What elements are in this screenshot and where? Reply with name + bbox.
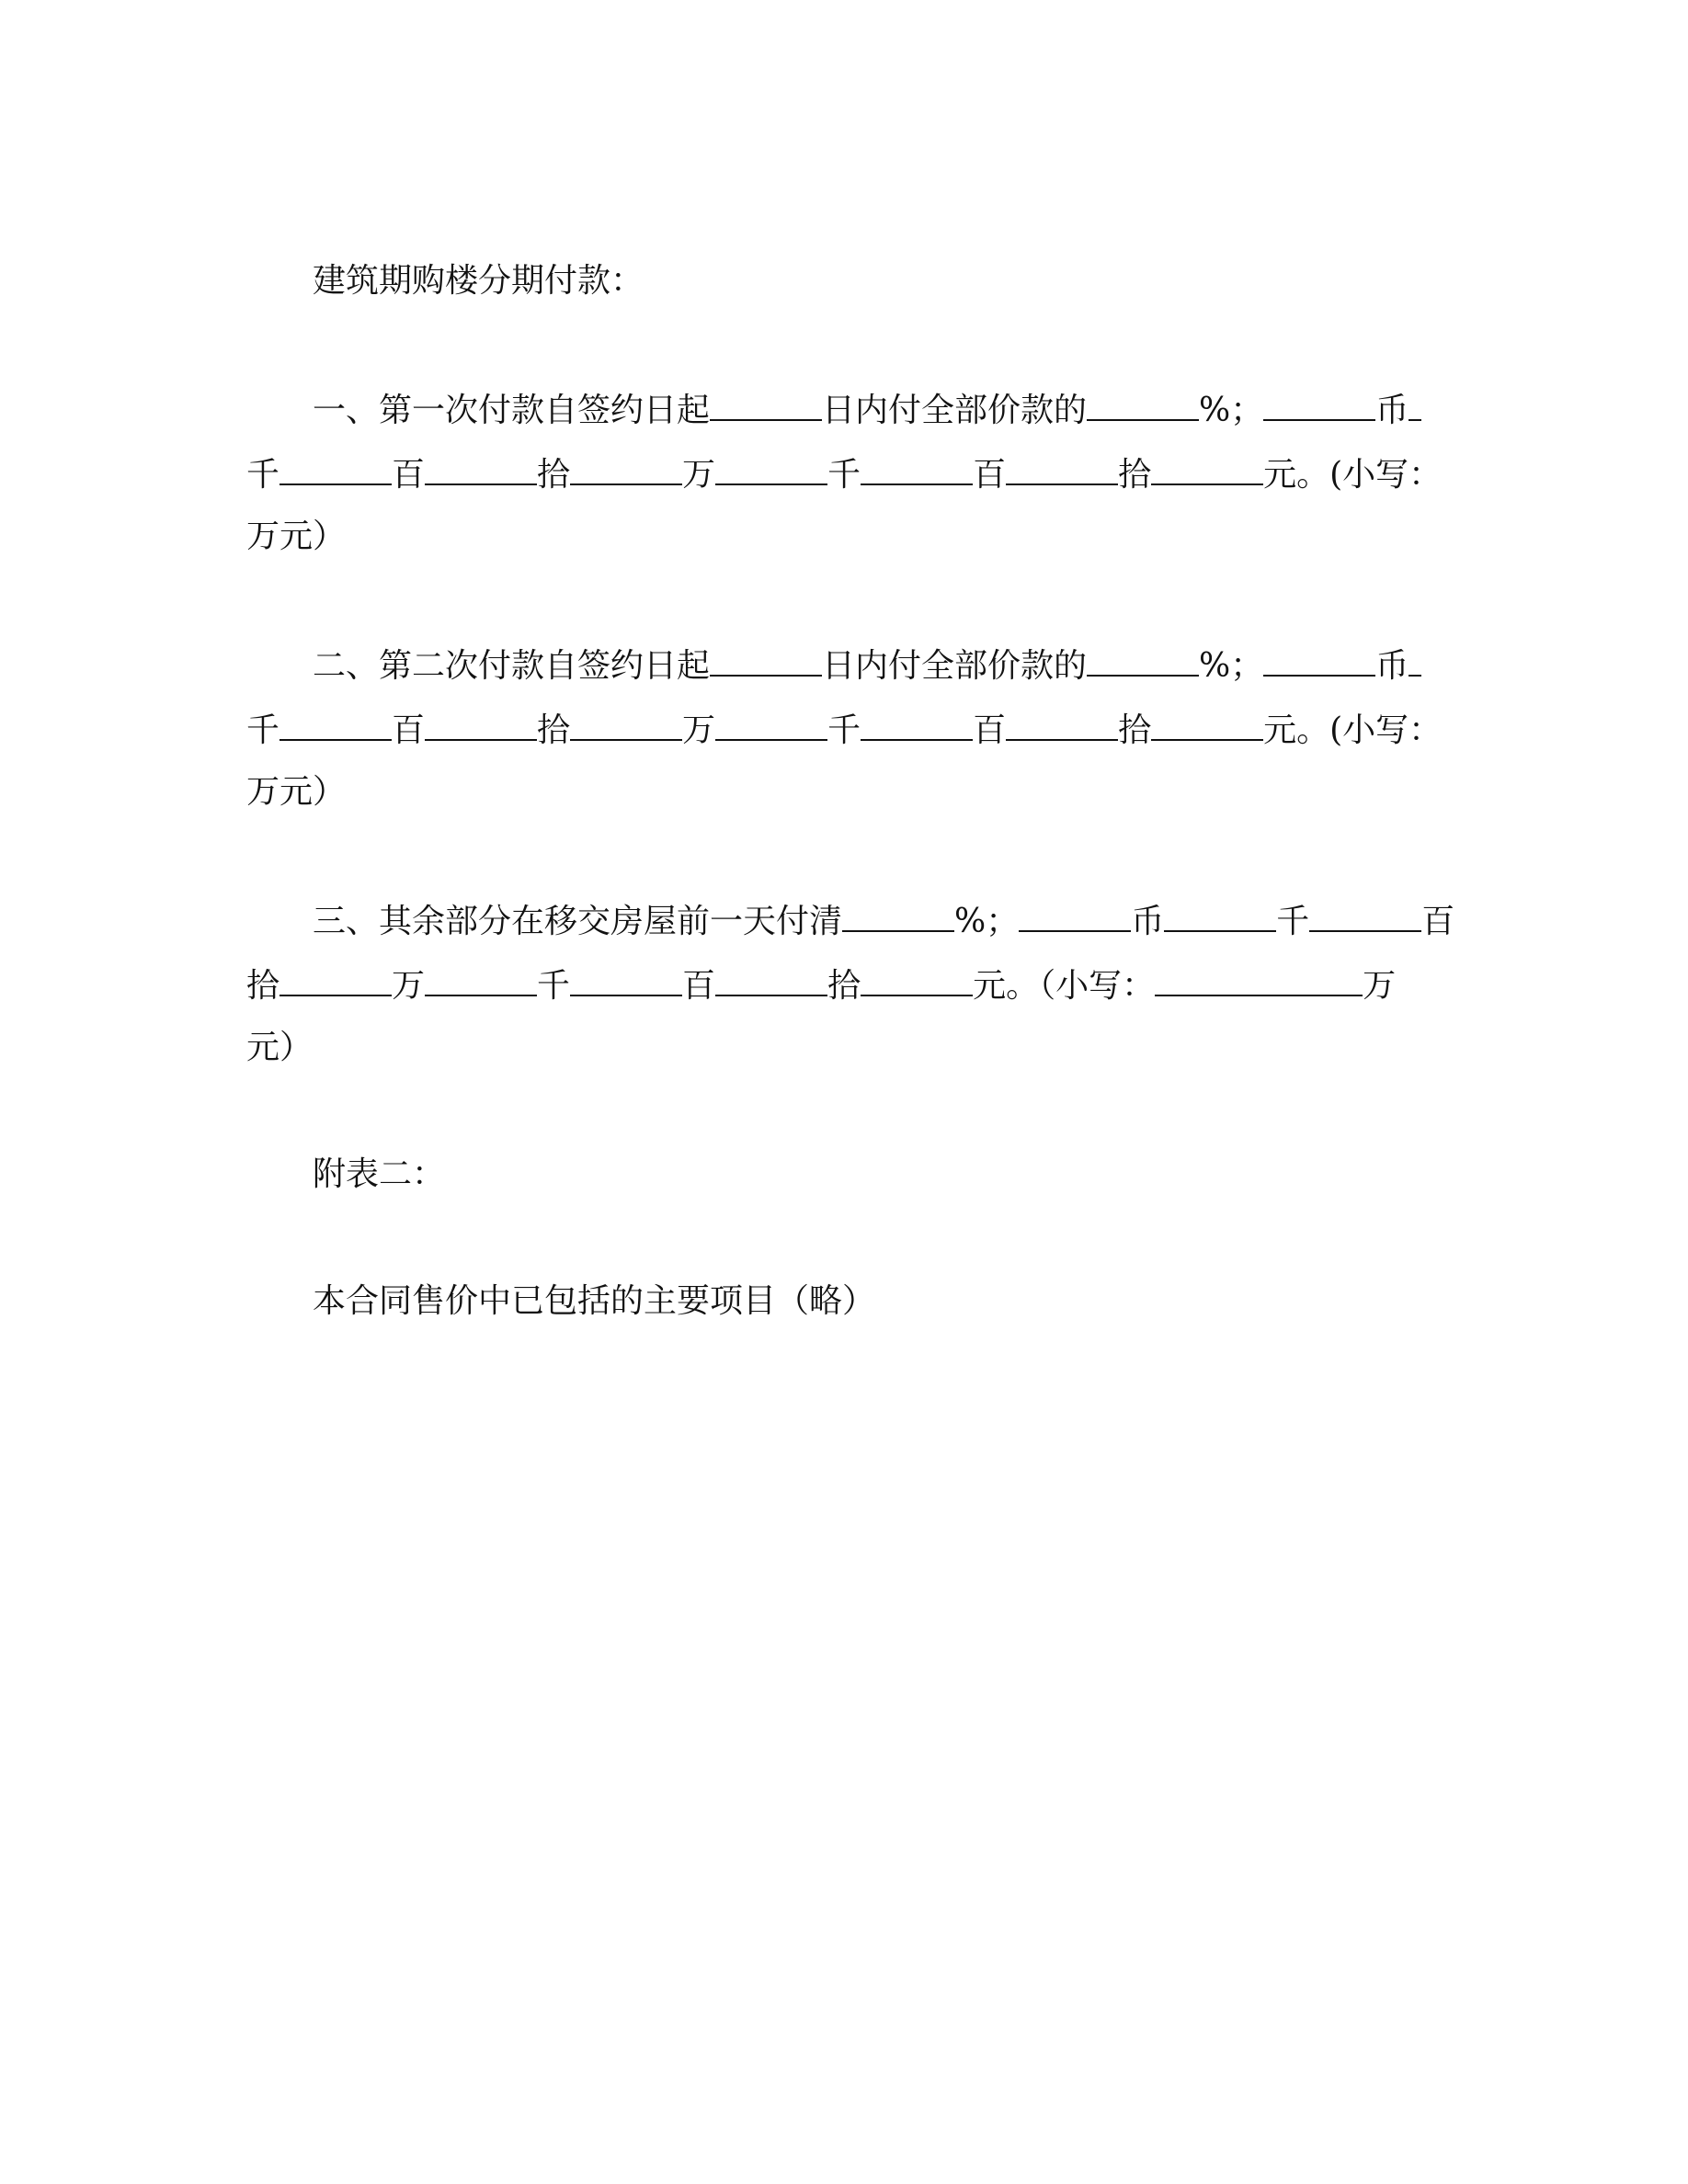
payment-2-line-3: [246, 772, 346, 813]
text: 二、第二次付款自签约日起: [313, 647, 711, 685]
blank-amount[interactable]: [715, 452, 827, 485]
heading-text: 建筑期购楼分期付款：: [313, 262, 644, 300]
text: 元）: [246, 1029, 314, 1066]
payment-1-line-1: [313, 388, 1421, 428]
blank-short[interactable]: [1409, 388, 1421, 421]
blank-amount[interactable]: [570, 452, 682, 485]
payment-3-line-1: [313, 899, 1454, 939]
text: 万: [682, 456, 716, 494]
text: 附表二：: [313, 1155, 446, 1193]
blank-amount[interactable]: [715, 963, 827, 996]
blank-days[interactable]: [710, 643, 822, 677]
blank-currency[interactable]: [1263, 388, 1375, 421]
blank-amount[interactable]: [1164, 899, 1276, 932]
text: 元。(小写：: [1263, 711, 1443, 749]
text: 百: [1421, 903, 1455, 940]
text: 三、其余部分在移交房屋前一天付清: [313, 903, 843, 940]
blank-amount[interactable]: [715, 708, 827, 741]
text: 币: [1131, 903, 1165, 940]
text: 元。（小写：: [973, 967, 1156, 1005]
text: 币: [1375, 392, 1409, 429]
text: 千: [537, 967, 571, 1005]
text: 千: [1276, 903, 1310, 940]
blank-percent[interactable]: [1087, 388, 1199, 421]
text: 百: [392, 711, 426, 749]
text: 百: [392, 456, 426, 494]
blank-amount[interactable]: [1309, 899, 1421, 932]
text: 万: [1363, 967, 1397, 1005]
text: %；: [954, 903, 1020, 940]
text: 千: [246, 711, 280, 749]
blank-amount[interactable]: [861, 452, 973, 485]
text: 万: [392, 967, 426, 1005]
text: 万元）: [246, 518, 347, 555]
payment-3-line-2: [246, 963, 1396, 1004]
blank-amount[interactable]: [1006, 708, 1118, 741]
text: %；: [1199, 647, 1264, 685]
blank-numeric-amount[interactable]: [1155, 963, 1363, 996]
blank-amount[interactable]: [279, 452, 392, 485]
blank-currency[interactable]: [1263, 643, 1375, 677]
text: 日内付全部价款的: [822, 392, 1088, 429]
blank-amount[interactable]: [1151, 452, 1263, 485]
appendix-text: [313, 1281, 875, 1322]
appendix-title: [313, 1155, 445, 1195]
text: 千: [827, 456, 861, 494]
blank-short[interactable]: [1409, 643, 1421, 677]
text: 拾: [537, 711, 571, 749]
blank-amount[interactable]: [279, 963, 392, 996]
blank-percent[interactable]: [842, 899, 954, 932]
text: 百: [682, 967, 716, 1005]
blank-currency[interactable]: [1019, 899, 1131, 932]
text: %；: [1199, 392, 1264, 429]
payment-3-line-3: [246, 1028, 313, 1068]
payment-2-line-2: [246, 708, 1442, 748]
text: 百: [973, 711, 1007, 749]
text: 一、第一次付款自签约日起: [313, 392, 711, 429]
payment-1-line-2: [246, 452, 1442, 493]
blank-amount[interactable]: [861, 708, 973, 741]
blank-amount[interactable]: [279, 708, 392, 741]
text: 千: [827, 711, 861, 749]
blank-amount[interactable]: [425, 708, 537, 741]
blank-amount[interactable]: [425, 963, 537, 996]
payment-2-line-1: [313, 643, 1421, 684]
blank-amount[interactable]: [1151, 708, 1263, 741]
text: 元。(小写：: [1263, 456, 1443, 494]
blank-amount[interactable]: [570, 963, 682, 996]
text: 拾: [246, 967, 280, 1005]
blank-percent[interactable]: [1087, 643, 1199, 677]
blank-amount[interactable]: [861, 963, 973, 996]
payment-1-line-3: [246, 517, 346, 557]
blank-amount[interactable]: [1006, 452, 1118, 485]
text: 千: [246, 456, 280, 494]
text: 拾: [827, 967, 861, 1005]
blank-amount[interactable]: [570, 708, 682, 741]
section-heading: [313, 261, 644, 301]
text: 日内付全部价款的: [822, 647, 1088, 685]
text: 万元）: [246, 773, 347, 811]
text: 万: [682, 711, 716, 749]
blank-amount[interactable]: [425, 452, 537, 485]
text: 拾: [1118, 711, 1152, 749]
blank-days[interactable]: [710, 388, 822, 421]
text: 拾: [537, 456, 571, 494]
text: 拾: [1118, 456, 1152, 494]
text: 本合同售价中已包括的主要项目（略）: [313, 1282, 876, 1320]
text: 币: [1375, 647, 1409, 685]
text: 百: [973, 456, 1007, 494]
